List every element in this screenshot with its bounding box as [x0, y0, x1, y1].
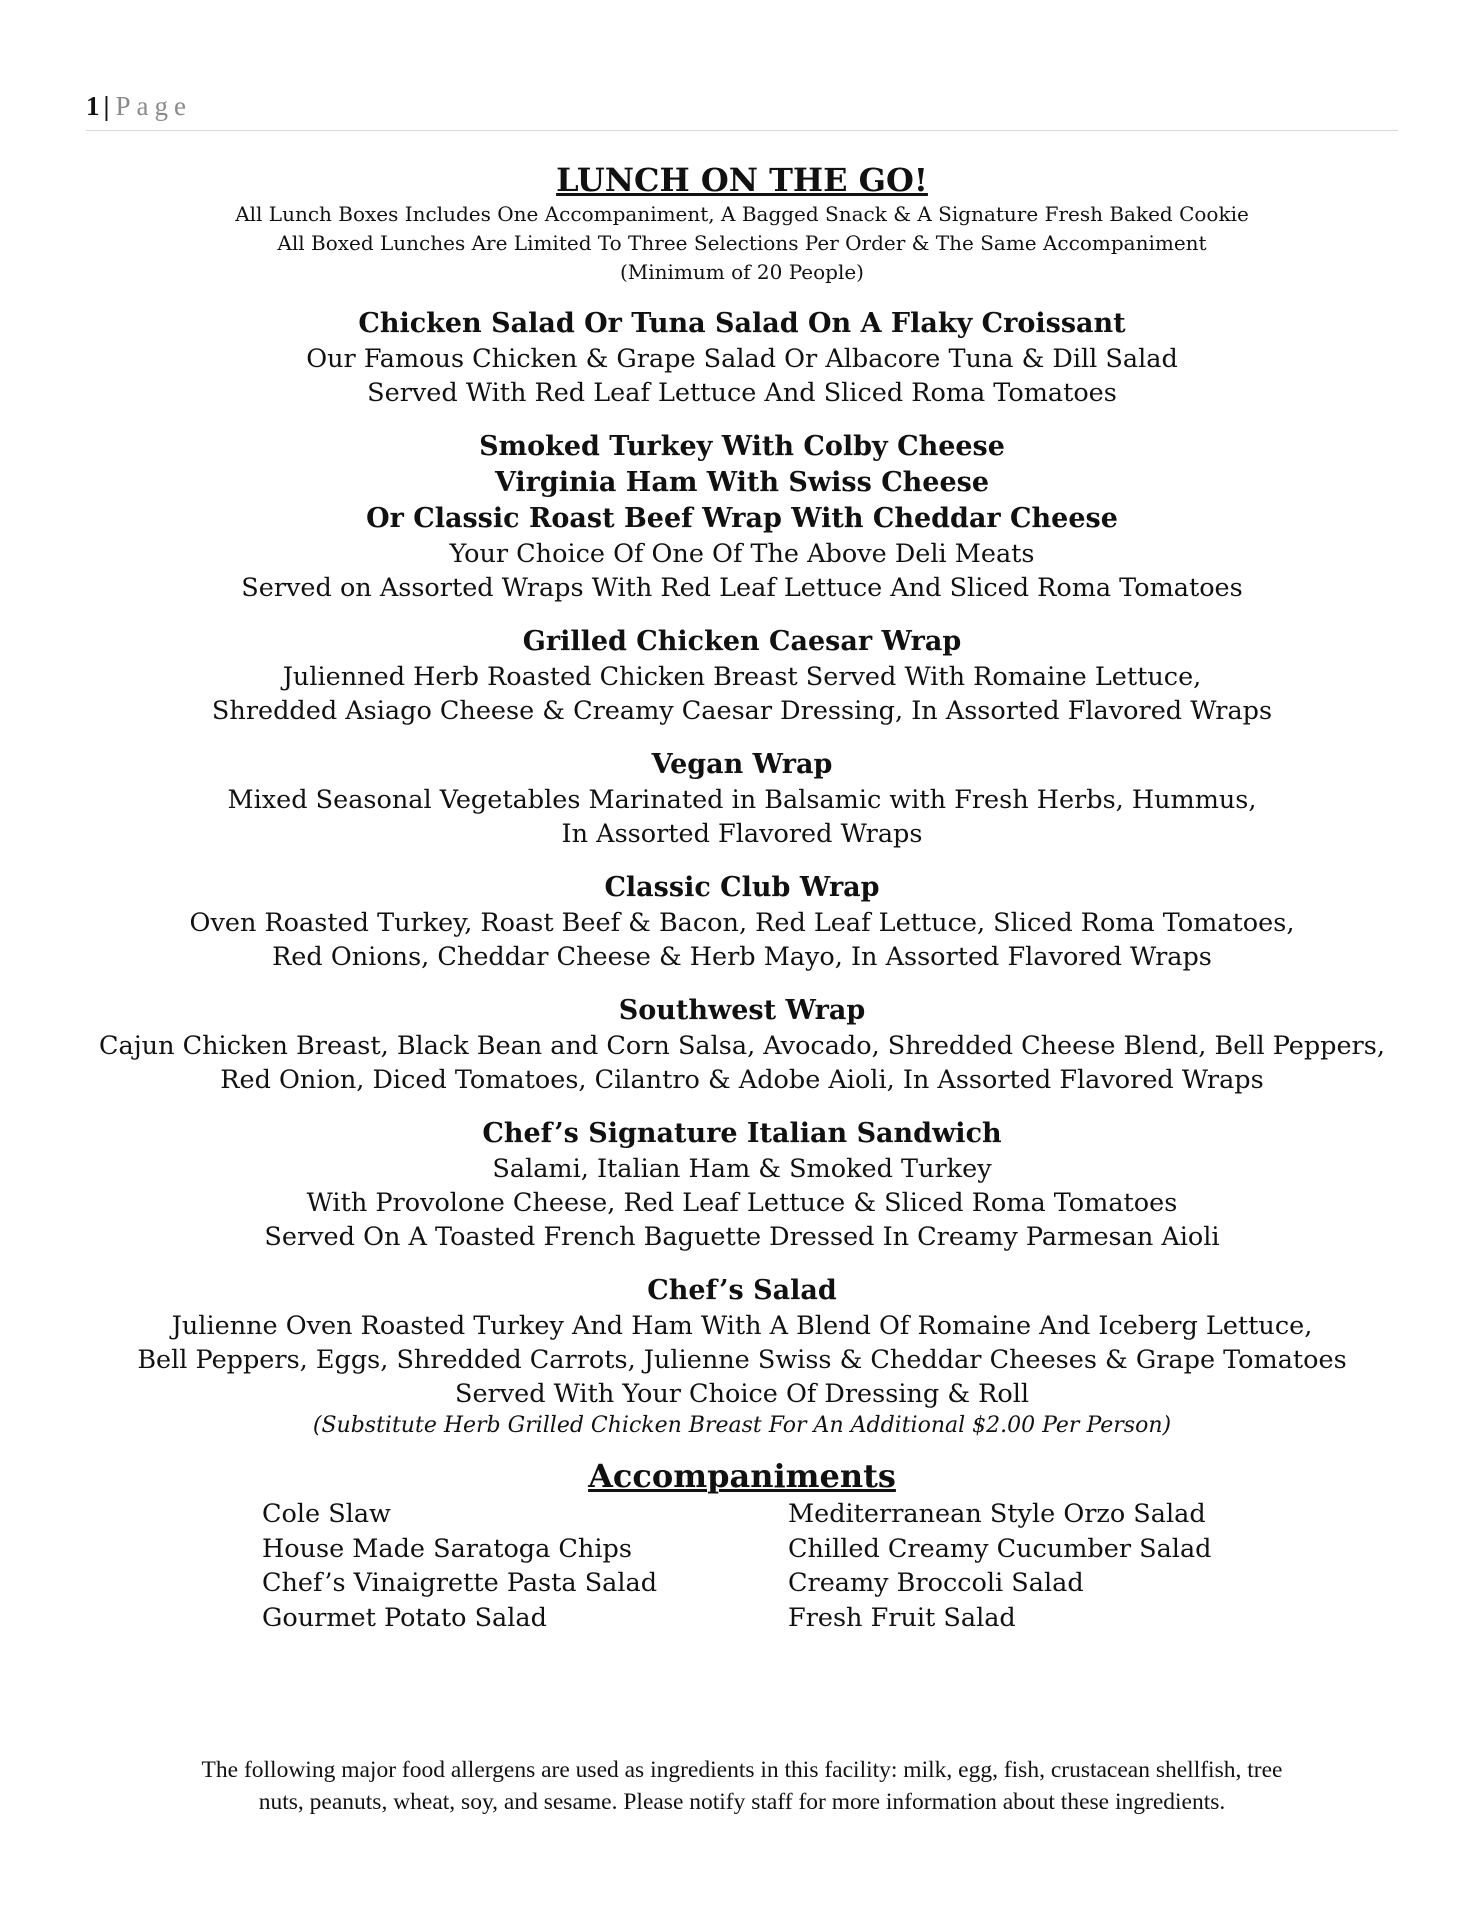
- page-number: 1: [86, 91, 100, 121]
- menu-item-description: Mixed Seasonal Vegetables Marinated in Balsamic with Fresh Herbs, Hummus,: [227, 785, 1257, 815]
- accompaniments-list: [0, 1497, 1484, 1637]
- allergen-notice: [60, 1754, 1424, 1818]
- menu-item-name: Smoked Turkey With Colby Cheese: [479, 431, 1005, 462]
- menu-item-caesar-wrap: [0, 624, 1484, 728]
- menu-item-description: Bell Peppers, Eggs, Shredded Carrots, Julienne Swiss & Cheddar Cheeses & Grape Tomatoes: [137, 1345, 1347, 1375]
- allergen-notice-line: The following major food allergens are used as ingredients in this facility: milk, egg, fish, crustacean shellfish, tree: [201, 1757, 1283, 1783]
- page-title: LUNCH ON THE GO!: [556, 161, 928, 199]
- menu-item-name: Chicken Salad Or Tuna Salad On A Flaky Croissant: [358, 308, 1126, 339]
- menu-item-croissant: [0, 306, 1484, 410]
- menu-item-name: Chef’s Salad: [647, 1275, 837, 1306]
- page-header: [86, 90, 1398, 131]
- menu-item-description: Red Onion, Diced Tomatoes, Cilantro & Adobe Aioli, In Assorted Flavored Wraps: [220, 1065, 1264, 1095]
- menu-item-chefs-salad: [0, 1273, 1484, 1441]
- accompaniment-item: Mediterranean Style Orzo Salad: [788, 1499, 1206, 1529]
- menu-item-description: Julienned Herb Roasted Chicken Breast Served With Romaine Lettuce,: [282, 662, 1202, 692]
- menu-item-name: Vegan Wrap: [651, 749, 833, 780]
- accompaniment-item: Chilled Creamy Cucumber Salad: [788, 1533, 1212, 1564]
- menu-item-description: Julienne Oven Roasted Turkey And Ham With A Blend Of Romaine And Iceberg Lettuce,: [171, 1311, 1313, 1341]
- menu-content: [0, 160, 1484, 1637]
- menu-item-club-wrap: [0, 870, 1484, 974]
- menu-item-description: Served on Assorted Wraps With Red Leaf Lettuce And Sliced Roma Tomatoes: [241, 573, 1243, 603]
- menu-item-description: Cajun Chicken Breast, Black Bean and Corn Salsa, Avocado, Shredded Cheese Blend, Bell Peppers,: [99, 1031, 1385, 1061]
- accompaniment-item: Creamy Broccoli Salad: [788, 1568, 1084, 1598]
- accompaniments-right-column: [788, 1497, 1212, 1635]
- menu-item-name: Southwest Wrap: [618, 995, 866, 1026]
- menu-item-deli-wraps: [0, 429, 1484, 605]
- menu-item-italian-sandwich: [0, 1116, 1484, 1254]
- accompaniment-item: Fresh Fruit Salad: [788, 1602, 1016, 1633]
- accompaniments-title: Accompaniments: [588, 1457, 896, 1495]
- menu-item-vegan-wrap: [0, 747, 1484, 851]
- intro-line: All Lunch Boxes Includes One Accompaniment, A Bagged Snack & A Signature Fresh Baked Cookie: [235, 202, 1249, 226]
- intro-line: All Boxed Lunches Are Limited To Three Selections Per Order & The Same Accompaniment: [277, 231, 1207, 255]
- menu-item-name: Classic Club Wrap: [604, 872, 880, 903]
- menu-item-description: Oven Roasted Turkey, Roast Beef & Bacon, Red Leaf Lettuce, Sliced Roma Tomatoes,: [189, 908, 1295, 938]
- menu-item-southwest-wrap: [0, 993, 1484, 1097]
- menu-item-description: Our Famous Chicken & Grape Salad Or Albacore Tuna & Dill Salad: [306, 344, 1178, 374]
- accompaniment-item: Gourmet Potato Salad: [262, 1602, 547, 1633]
- menu-item-description: Salami, Italian Ham & Smoked Turkey: [492, 1154, 992, 1184]
- menu-item-description: In Assorted Flavored Wraps: [561, 819, 923, 849]
- menu-item-description: Your Choice Of One Of The Above Deli Meats: [449, 539, 1035, 569]
- menu-item-description: Served With Your Choice Of Dressing & Roll: [455, 1379, 1029, 1409]
- menu-item-name: Chef’s Signature Italian Sandwich: [482, 1118, 1002, 1149]
- menu-item-description: With Provolone Cheese, Red Leaf Lettuce & Sliced Roma Tomatoes: [306, 1188, 1178, 1218]
- accompaniment-item: House Made Saratoga Chips: [262, 1533, 632, 1564]
- menu-item-description: Red Onions, Cheddar Cheese & Herb Mayo, In Assorted Flavored Wraps: [272, 942, 1212, 972]
- menu-item-description: Shredded Asiago Cheese & Creamy Caesar Dressing, In Assorted Flavored Wraps: [211, 696, 1273, 726]
- intro-line: (Minimum of 20 People): [619, 260, 864, 284]
- menu-item-name: Or Classic Roast Beef Wrap With Cheddar Cheese: [366, 503, 1118, 534]
- page-separator: |: [103, 91, 110, 121]
- page-label: Page: [115, 91, 192, 121]
- menu-item-name: Grilled Chicken Caesar Wrap: [522, 626, 962, 657]
- menu-item-name: Virginia Ham With Swiss Cheese: [494, 467, 990, 498]
- accompaniment-item: Chef’s Vinaigrette Pasta Salad: [262, 1568, 658, 1598]
- accompaniment-item: Cole Slaw: [262, 1499, 391, 1529]
- menu-item-description: Served On A Toasted French Baguette Dressed In Creamy Parmesan Aioli: [264, 1222, 1220, 1252]
- allergen-notice-line: nuts, peanuts, wheat, soy, and sesame. Please notify staff for more information about these ingredients.: [258, 1789, 1226, 1815]
- menu-item-description: Served With Red Leaf Lettuce And Sliced Roma Tomatoes: [367, 378, 1117, 408]
- accompaniments-left-column: [262, 1497, 657, 1635]
- menu-item-note: (Substitute Herb Grilled Chicken Breast For An Additional $2.00 Per Person): [312, 1413, 1172, 1438]
